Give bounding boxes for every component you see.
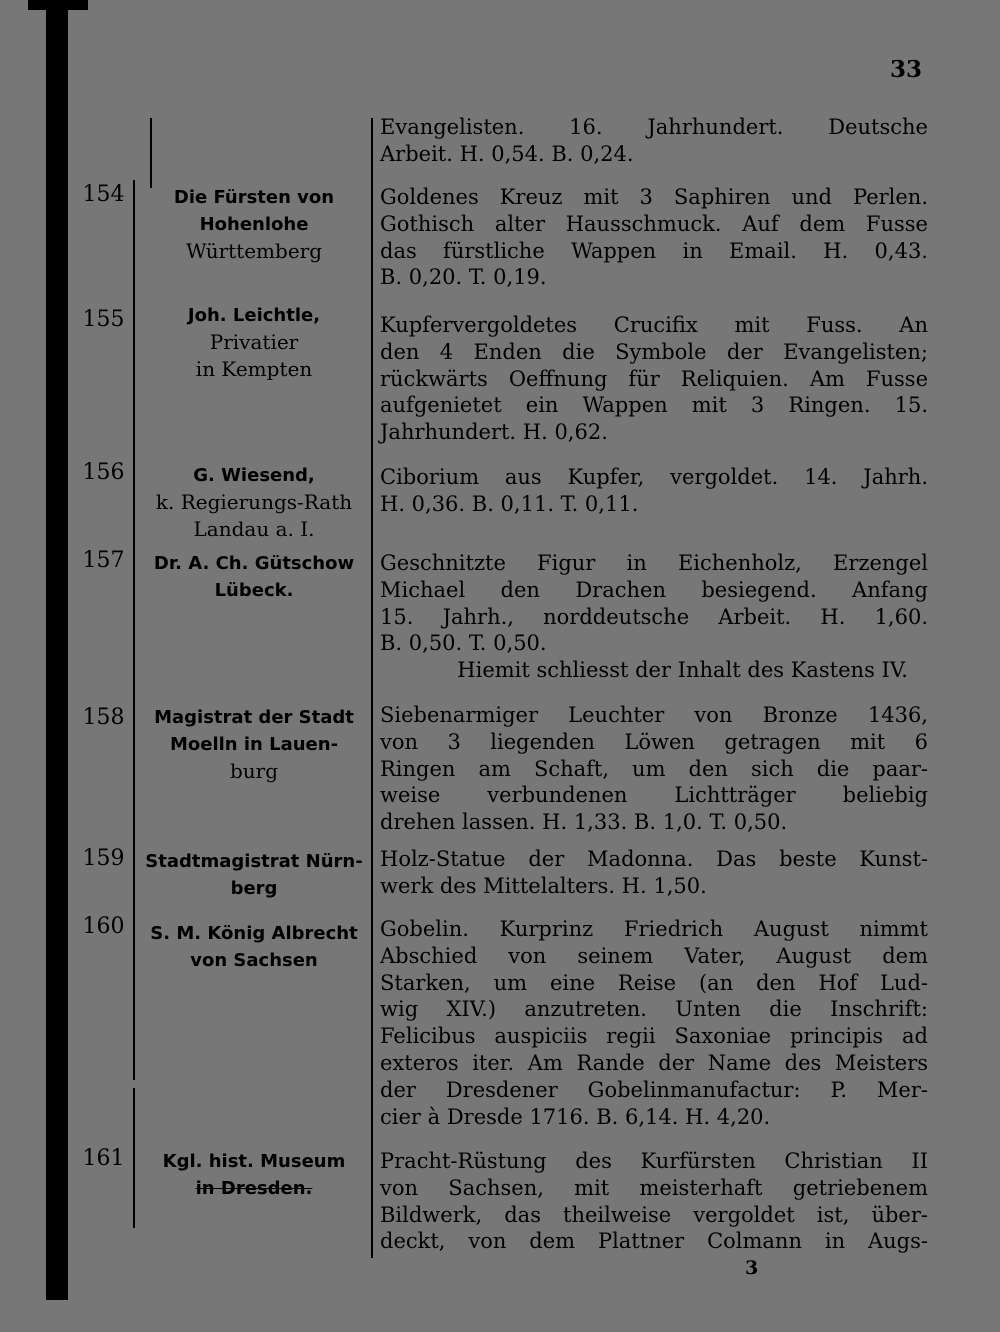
column-rule-left (133, 180, 135, 1080)
desc-line: 15. Jahrh., norddeutsche Arbeit. H. 1,60. (380, 604, 928, 629)
entry-number: 154 (82, 182, 125, 207)
desc-line: aufgenietet ein Wappen mit 3 Ringen. 15. (380, 393, 928, 418)
desc-line: das fürstliche Wappen in Email. H. 0,43. (380, 238, 928, 263)
owner-line: in Kempten (195, 357, 313, 381)
column-rule-left-lower (133, 1088, 135, 1228)
owner-line: Lübeck. (214, 580, 294, 601)
signature-mark: 3 (745, 1257, 759, 1279)
desc-line: der Dresdener Gobelinmanufactur: P. Mer- (380, 1077, 928, 1102)
desc-line: B. 0,50. T. 0,50. (380, 631, 547, 656)
entry-owner (140, 704, 368, 785)
entry-description (380, 184, 928, 291)
desc-line: Gobelin. Kurprinz Friedrich August nimmt (380, 917, 928, 941)
owner-line: von Sachsen (190, 950, 318, 971)
desc-line: Ringen am Schaft, um den sich die paar- (380, 756, 928, 781)
owner-line: Stadtmagistrat Nürn- (145, 851, 363, 872)
entry-description (380, 702, 928, 836)
entry-number: 159 (82, 846, 125, 871)
owner-line: S. M. König Albrecht (150, 923, 358, 944)
desc-line: von Sachsen, mit meisterhaft getriebenem (380, 1175, 928, 1200)
desc-line: rückwärts Oeffnung für Reliquien. Am Fusse (380, 366, 928, 391)
entry-number: 157 (82, 548, 125, 573)
entry-number: 156 (82, 460, 125, 485)
continued-description (380, 114, 928, 168)
entry-owner (140, 550, 368, 604)
entry-number: 160 (82, 914, 125, 939)
desc-line: Siebenarmiger Leuchter von Bronze 1436, (380, 703, 928, 727)
owner-line: Joh. Leichtle, (187, 305, 321, 326)
entry-owner (140, 848, 368, 902)
desc-line: Geschnitzte Figur in Eichenholz, Erzengel (380, 551, 928, 575)
owner-line: Württemberg (185, 239, 323, 263)
entry-description (380, 846, 928, 900)
desc-line: drehen lassen. H. 1,33. B. 1,0. T. 0,50. (380, 810, 788, 835)
desc-line: Arbeit. H. 0,54. B. 0,24. (380, 141, 634, 166)
entry-owner (140, 462, 368, 543)
desc-line: Ciborium aus Kupfer, vergoldet. 14. Jahrh. (380, 465, 928, 489)
desc-line: Pracht-Rüstung des Kurfürsten Christian II (380, 1149, 928, 1173)
desc-line: Holz-Statue der Madonna. Das beste Kunst- (380, 847, 928, 871)
desc-line: B. 0,20. T. 0,19. (380, 265, 547, 290)
entry-number: 161 (82, 1146, 125, 1171)
desc-line: Bildwerk, das theilweise vergoldet ist, über- (380, 1202, 928, 1227)
section-note: Hiemit schliesst der Inhalt des Kastens IV. (457, 658, 908, 683)
desc-line: Jahrhundert. H. 0,62. (380, 420, 608, 445)
entry-description (380, 916, 928, 1130)
desc-line: Evangelisten. 16. Jahrhundert. Deutsche (380, 115, 928, 139)
desc-line: Starken, um eine Reise (an den Hof Lud- (380, 970, 928, 995)
entry-owner (140, 302, 368, 383)
desc-line: von 3 liegenden Löwen getragen mit 6 (380, 729, 928, 754)
owner-line: Dr. A. Ch. Gütschow (153, 553, 355, 574)
entry-description (380, 464, 928, 518)
owner-line: Hohenlohe (199, 214, 309, 235)
desc-line: deckt, von dem Plattner Colmann in Augs- (380, 1229, 928, 1254)
desc-line: werk des Mittelalters. H. 1,50. (380, 873, 707, 898)
entry-owner (140, 1148, 368, 1202)
column-rule-middle (371, 118, 373, 1258)
desc-line: den 4 Enden die Symbole der Evangelisten; (380, 339, 928, 364)
owner-line: berg (230, 878, 278, 899)
owner-line: Moelln in Lauen- (169, 734, 339, 755)
entry-owner (140, 184, 368, 265)
entry-description (380, 550, 928, 684)
page-number: 33 (890, 56, 923, 83)
owner-line: k. Regierungs-Rath (155, 490, 353, 514)
desc-line: weise verbundenen Lichtträger beliebig (380, 783, 928, 808)
entry-owner (140, 920, 368, 974)
binding-edge (46, 0, 68, 1300)
entry-description (380, 312, 928, 446)
desc-line: Michael den Drachen besiegend. Anfang (380, 577, 928, 602)
desc-line: Kupfervergoldetes Crucifix mit Fuss. An (380, 313, 928, 337)
desc-line: Goldenes Kreuz mit 3 Saphiren und Perlen. (380, 185, 928, 209)
entry-description (380, 1148, 928, 1255)
owner-line: Die Fürsten von (173, 187, 335, 208)
desc-line: exteros iter. Am Rande der Name des Meisters (380, 1050, 928, 1075)
column-rule-top (150, 118, 152, 188)
owner-line: Magistrat der Stadt (154, 707, 354, 728)
owner-line: burg (229, 759, 279, 783)
owner-line: G. Wiesend, (193, 465, 315, 486)
desc-line: Abschied von seinem Vater, August dem (380, 943, 928, 968)
desc-line: cier à Dresde 1716. B. 6,14. H. 4,20. (380, 1104, 771, 1129)
desc-line: Felicibus auspiciis regii Saxoniae principis ad (380, 1024, 928, 1049)
owner-line: Landau a. I. (193, 517, 315, 541)
desc-line: wig XIV.) anzutreten. Unten die Inschrift: (380, 997, 928, 1022)
desc-line: Gothisch alter Hausschmuck. Auf dem Fusse (380, 211, 928, 236)
entry-number: 155 (82, 307, 125, 332)
owner-line: in Dresden. (195, 1178, 313, 1199)
owner-line: Privatier (209, 330, 299, 354)
owner-line: Kgl. hist. Museum (162, 1151, 346, 1172)
entry-number: 158 (82, 705, 125, 730)
desc-line: H. 0,36. B. 0,11. T. 0,11. (380, 491, 639, 516)
